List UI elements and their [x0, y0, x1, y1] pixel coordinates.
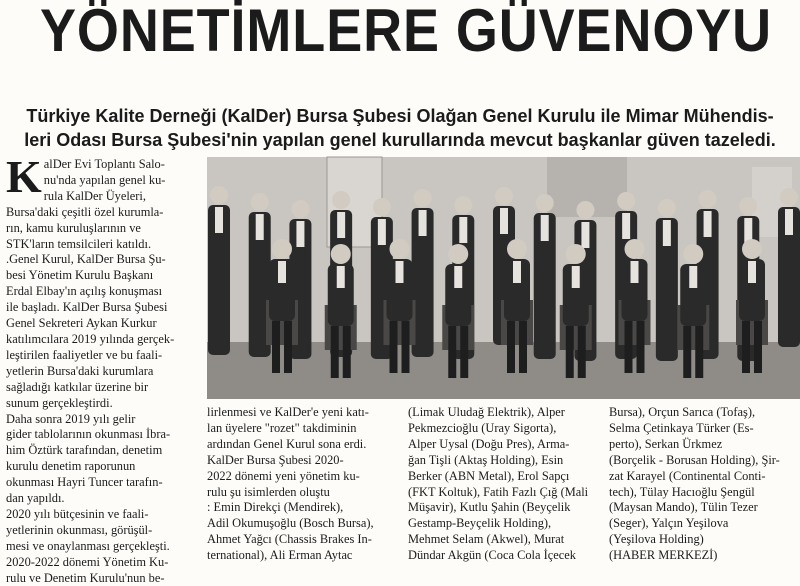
article-line: rulu şu isimlerden oluştu: [207, 484, 330, 499]
seated-person-shirt: [396, 261, 404, 283]
article-line: lirlenmesi ve KalDer'e yeni katı-: [207, 405, 369, 419]
article-line: lan üyelere "rozet" takdiminin: [207, 420, 357, 435]
article-line: ardından Genel Kurul sona erdi.: [207, 436, 367, 451]
seated-person-shirt: [572, 266, 580, 288]
article-line: besi Yönetim Kurulu Başkanı: [6, 268, 154, 283]
seated-person-head: [566, 244, 586, 264]
article-line: perto), Serkan Ürkmez: [609, 436, 723, 451]
standing-person-shirt: [581, 222, 589, 248]
article-line: ile başladı. KalDer Bursa Şubesi: [6, 300, 168, 315]
seated-person-leg: [625, 321, 633, 373]
standing-person-shirt: [622, 213, 630, 239]
standing-person-shirt: [419, 210, 427, 236]
seated-person-head: [272, 239, 292, 259]
standing-person-head: [495, 187, 513, 205]
standing-person-head: [291, 200, 309, 218]
article-line: (Borçelik - Borusan Holding), Şir-: [609, 452, 780, 467]
seated-person-head: [625, 239, 645, 259]
drop-cap: K: [6, 151, 42, 202]
article-line: (Maysan Mando), Tülin Tezer: [609, 500, 758, 515]
standing-person-shirt: [459, 217, 467, 243]
seated-person-head: [507, 239, 527, 259]
standing-person-head: [373, 198, 391, 216]
article-line: rın, kamu kuruluşlarının ve: [6, 220, 141, 235]
seated-person-shirt: [278, 261, 286, 283]
article-line: (HABER MERKEZİ): [609, 548, 718, 563]
seated-person-leg: [343, 326, 351, 378]
article-line: leştirilen faaliyetler ve bu faali-: [6, 347, 163, 362]
article-line: ternational), Ali Erman Aytac: [207, 548, 353, 563]
article-line: Mehmet Selam (Akwel), Murat: [408, 532, 565, 547]
article-line: 2020 yılı bütçesinin ve faali-: [6, 506, 149, 521]
article-column-1: [6, 151, 202, 585]
seated-person-shirt: [689, 266, 697, 288]
article-line: (FKT Koltuk), Fatih Fazlı Çığ (Mali: [408, 484, 589, 499]
standing-person-shirt: [785, 209, 793, 235]
article-line: : Emin Direkçi (Mendirek),: [207, 500, 344, 515]
seated-person-leg: [519, 321, 527, 373]
seated-person-shirt: [454, 266, 462, 288]
group-photo-illustration: [207, 157, 800, 399]
article-line: ğan Tişli (Aktaş Holding), Esin: [408, 452, 564, 467]
seated-person-leg: [402, 321, 410, 373]
seated-person-leg: [460, 326, 468, 378]
standing-person-shirt: [663, 220, 671, 246]
seated-person-shirt: [337, 266, 345, 288]
article-line: Pekmezcioğlu (Uray Sigorta),: [408, 420, 557, 435]
standing-person-head: [536, 194, 554, 212]
article-line: (Limak Uludağ Elektrik), Alper: [408, 405, 565, 419]
article-line: KalDer Bursa Şubesi 2020-: [207, 452, 344, 467]
subheadline-line-2: leri Odası Bursa Şubesi'nin yapılan genel kurullarında mevcut başkanlar güven tazeledi.: [24, 130, 776, 150]
seated-person-leg: [272, 321, 280, 373]
standing-person-shirt: [337, 212, 345, 238]
article-line: Berker (ABN Metal), Erol Sapçı: [408, 468, 570, 483]
article-line: katılımcılara 2019 yılında gerçek-: [6, 331, 175, 346]
seated-person-leg: [566, 326, 574, 378]
seated-person-head: [331, 244, 351, 264]
seated-person-shirt: [631, 261, 639, 283]
article-line: (Seger), Yalçın Yeşilova: [609, 516, 729, 531]
seated-person-head: [390, 239, 410, 259]
seated-person-shirt: [513, 261, 521, 283]
article-line: Daha sonra 2019 yılı gelir: [6, 411, 136, 426]
standing-person-head: [332, 191, 350, 209]
standing-person-shirt: [541, 215, 549, 241]
article-line: tech), Tülay Hacıoğlu Şengül: [609, 484, 755, 499]
standing-person-head: [576, 201, 594, 219]
seated-person-leg: [331, 326, 339, 378]
article-line: Ahmet Yağcı (Chassis Brakes In-: [207, 532, 372, 547]
article-line: rula KalDer Üyeleri,: [43, 188, 146, 203]
seated-person-leg: [578, 326, 586, 378]
article-line: dan yapıldı.: [6, 491, 65, 506]
standing-person-head: [251, 193, 269, 211]
standing-person-head: [739, 197, 757, 215]
article-line: Bursa), Orçun Sarıca (Tofaş),: [609, 405, 756, 419]
article-line: Alper Uysal (Doğu Pres), Arma-: [408, 436, 570, 451]
article-line: yetlerinin okunması, görüşül-: [6, 522, 153, 537]
seated-person-leg: [637, 321, 645, 373]
article-line: nu'nda yapılan genel ku-: [43, 172, 166, 187]
article-line: .Genel Kurul, KalDer Bursa Şu-: [6, 252, 166, 267]
article-line: Müşavir), Kutlu Şahin (Beyçelik: [408, 500, 571, 515]
standing-person-shirt: [500, 208, 508, 234]
article-line: Gestamp-Beyçelik Holding),: [408, 516, 552, 531]
article-column-4: [609, 405, 800, 563]
group-photo: [207, 157, 800, 399]
headline: YÖNETİMLERE GÜVENOYU: [40, 0, 773, 64]
article-column-2: [207, 405, 403, 563]
seated-person-head: [448, 244, 468, 264]
seated-person-leg: [507, 321, 515, 373]
article-line: kurulu denetim raporunun: [6, 459, 136, 474]
article-line: okunması Hayri Tuncer tarafın-: [6, 475, 163, 490]
article-line: Adil Okumuşoğlu (Bosch Bursa),: [207, 516, 374, 531]
article-line: sağladığı katkılar üzerine bir: [6, 379, 149, 394]
article-line: him Öztürk tarafından, denetim: [6, 443, 163, 458]
subheadline-line-1: Türkiye Kalite Derneği (KalDer) Bursa Şubesi Olağan Genel Kurulu ile Mimar Mühendis-: [26, 106, 774, 126]
article-line: 2022 dönemi yeni yönetim ku-: [207, 468, 360, 483]
standing-person-head: [454, 196, 472, 214]
article-line: Genel Sekreteri Aykan Kurkur: [6, 316, 157, 331]
article-line: yetlerin Bursa'daki kurumlara: [6, 363, 154, 378]
seated-person-leg: [695, 326, 703, 378]
seated-person-leg: [754, 321, 762, 373]
standing-person-shirt: [215, 207, 223, 233]
standing-person-shirt: [378, 219, 386, 245]
article-line: (Yeşilova Holding): [609, 532, 704, 547]
seated-person-head: [742, 239, 762, 259]
article-line: Bursa'daki çeşitli özel kurumla-: [6, 204, 164, 219]
article-line: Selma Çetinkaya Türker (Es-: [609, 420, 754, 435]
standing-person-head: [699, 190, 717, 208]
article-column-3: [408, 405, 604, 563]
standing-person-head: [617, 192, 635, 210]
seated-person-leg: [284, 321, 292, 373]
article-line: sunum gerçekleştirdi.: [6, 395, 113, 410]
standing-person-shirt: [296, 221, 304, 247]
standing-person-head: [658, 199, 676, 217]
seated-person-shirt: [748, 261, 756, 283]
subheadline: [4, 104, 796, 152]
standing-person-head: [414, 189, 432, 207]
standing-person-shirt: [704, 211, 712, 237]
article-line: 2020-2022 dönemi Yönetim Ku-: [6, 554, 169, 569]
standing-person-head: [210, 186, 228, 204]
standing-person-shirt: [256, 214, 264, 240]
article-line: gider tablolarının okunması İbra-: [6, 427, 171, 442]
seated-person-leg: [742, 321, 750, 373]
article-line: Erdal Elbay'ın açılış konuşması: [6, 284, 163, 299]
article-line: STK'ların temsilcileri katıldı.: [6, 236, 152, 251]
seated-person-leg: [448, 326, 456, 378]
seated-person-leg: [390, 321, 398, 373]
article-line: mesi ve onaylanması gerçekleşti.: [6, 538, 170, 553]
standing-person-head: [780, 188, 798, 206]
seated-person-head: [683, 244, 703, 264]
article-line: rulu ve Denetim Kurulu'nun be-: [6, 570, 165, 585]
seated-person-leg: [683, 326, 691, 378]
article-line: zat Karayel (Continental Conti-: [609, 468, 766, 483]
article-line: Dündar Akgün (Coca Cola İçecek: [408, 548, 576, 563]
article-line: alDer Evi Toplantı Salo-: [43, 157, 165, 171]
